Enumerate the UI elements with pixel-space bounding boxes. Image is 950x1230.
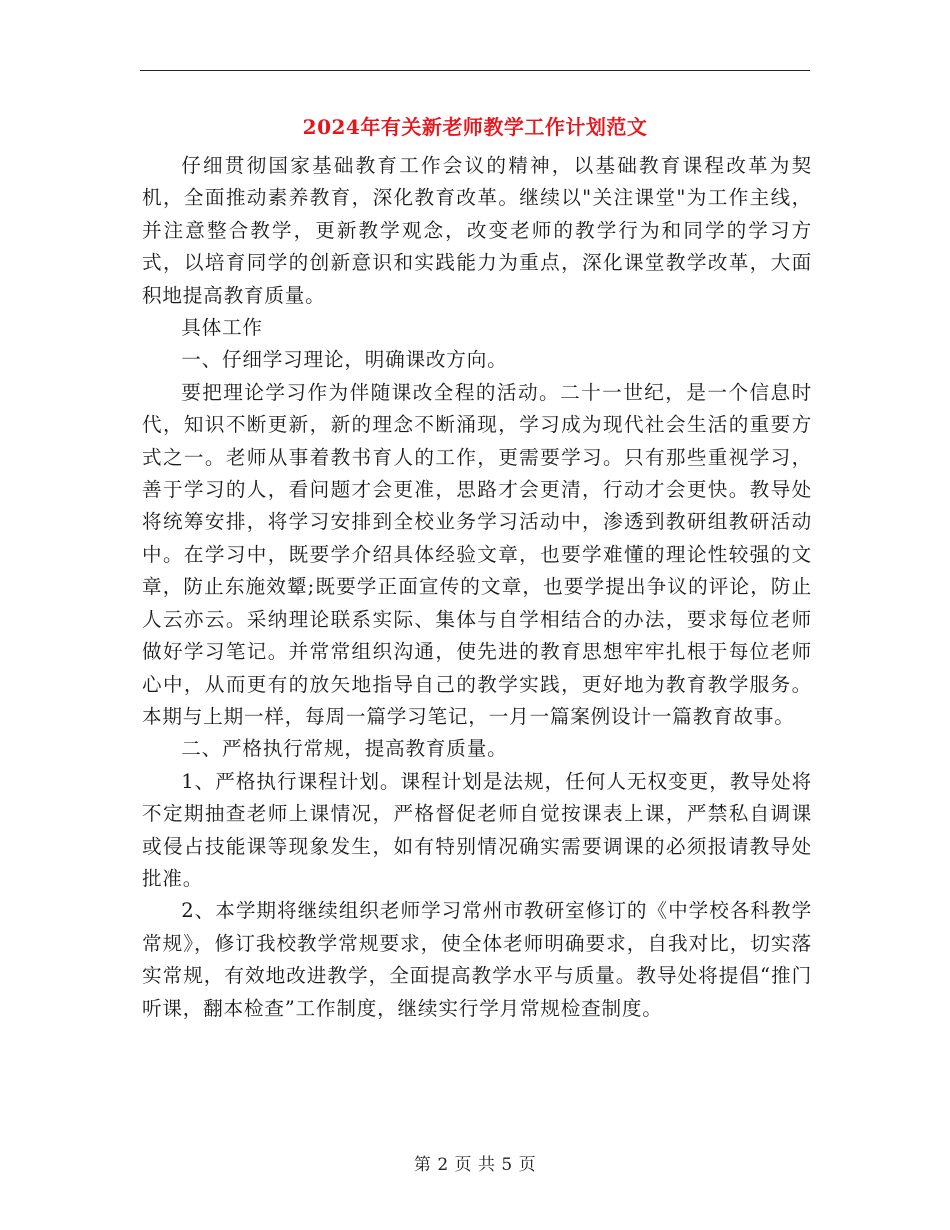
paragraph-item-1: 1、严格执行课程计划。课程计划是法规，任何人无权变更，教导处将不定期抽查老师上课情况，严格督促老师自觉按课表上课，严禁私自调课或侵占技能课等现象发生，如有特别情况确实需要调课的必须报请教导处批准。 [142,769,812,890]
document-body [142,150,812,1025]
paragraph-item-2: 2、本学期将继续组织老师学习常州市教研室修订的《中学校各科教学常规》，修订我校教学常规要求，使全体老师明确要求，自我对比，切实落实常规，有效地改进教学，全面提高教学水平与质量。教导处将提倡“推门听课，翻本检查”工作制度，继续实行学月常规检查制度。 [142,899,812,1020]
paragraph-theory-study: 要把理论学习作为伴随课改全程的活动。二十一世纪，是一个信息时代，知识不断更新，新的理念不断涌现，学习成为现代社会生活的重要方式之一。老师从事着教书育人的工作，更需要学习。只有那些重视学习，善于学习的人，看问题才会更准，思路才会更清，行动才会更快。教导处将统筹安排，将学习安排到全校业务学习活动中，渗透到教研组教研活动中。在学习中，既要学介绍具体经验文章，也要学难懂的理论性较强的文章，防止东施效颦;既要学正面宣传的文章，也要学提出争议的评论，防止人云亦云。采纳理论联系实际、集体与自学相结合的办法，要求每位老师做好学习笔记。并常常组织沟通，使先进的教育思想牢牢扎根于每位老师心中，从而更有的放矢地指导自己的教学实践，更好地为教育教学服务。 本期与上期一样，每周一篇学习笔记，一月一篇案例设计一篇教育故事。 [142,380,812,728]
paragraph-heading-specific-work: 具体工作 [181,316,263,340]
paragraph-intro: 仔细贯彻国家基础教育工作会议的精神，以基础教育课程改革为契机，全面推动素养教育，深化教育改革。继续以"关注课堂"为工作主线，并注意整合教学，更新教学观念，改变老师的教学行为和同学的学习方式，以培育同学的创新意识和实践能力为重点，深化课堂教学改革，大面积地提高教育质量。 [142,154,812,307]
section-heading-1: 一、仔细学习理论，明确课改方向。 [181,348,508,372]
page-number-footer: 第 2 页 共 5 页 [413,1155,537,1175]
section-heading-2: 二、严格执行常规，提高教育质量。 [181,737,508,761]
document-title: 2024年有关新老师教学工作计划范文 [302,115,648,139]
header-rule [140,70,810,71]
